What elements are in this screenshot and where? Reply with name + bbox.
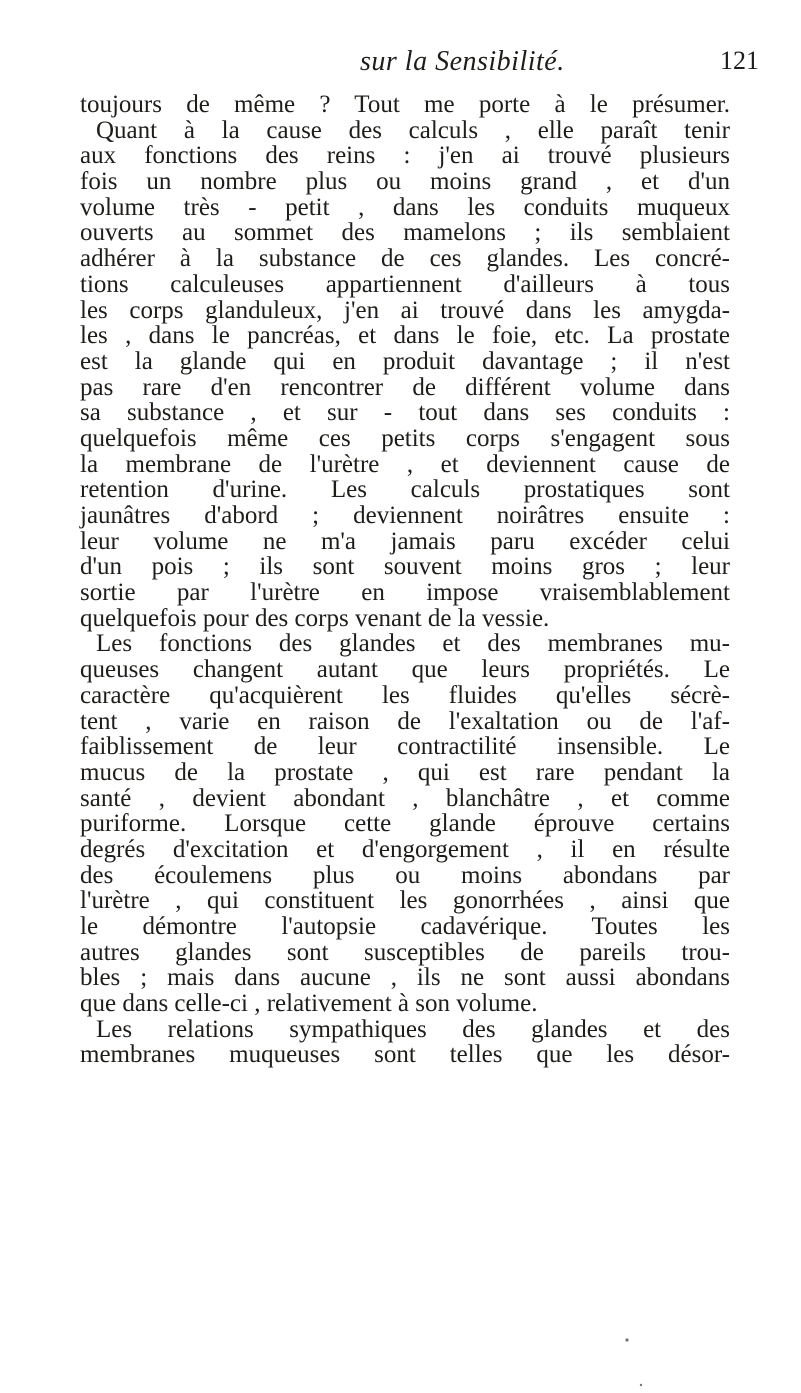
running-title: sur la Sensibilité. [360,46,565,77]
text-line: quelquefois même ces petits corps s'engagent sous [80,424,730,452]
ink-speck [625,1338,628,1341]
text-line: sa substance , et sur - tout dans ses conduits : [80,399,730,427]
text-line: aux fonctions des reins : j'en ai trouvé plusieurs [80,142,730,170]
text-line: Les fonctions des glandes et des membranes mu- [96,630,730,658]
text-line: adhérer à la substance de ces glandes. Les concré- [80,245,730,273]
text-line: les , dans le pancréas, et dans le foie, etc. La prostate [80,322,730,350]
text-line: les corps glanduleux, j'en ai trouvé dans les amygda- [80,296,730,324]
text-line: caractère qu'acquièrent les fluides qu'elles sécrè- [80,681,730,709]
text-line: degrés d'excitation et d'engorgement , il en résulte [80,835,730,863]
text-line: fois un nombre plus ou moins grand , et d'un [80,168,730,196]
text-line: toujours de même ? Tout me porte à le présumer. [80,91,730,118]
text-line: faiblissement de leur contractilité insensible. Le [80,733,730,761]
text-line: mucus de la prostate , qui est rare pendant la [80,758,730,786]
text-line: le démontre l'autopsie cadavérique. Toutes les [80,913,730,940]
text-line: tions calculeuses appartiennent d'ailleurs à tous [80,270,730,298]
text-line: que dans celle-ci , relativement à son volume. [80,990,538,1018]
text-line: jaunâtres d'abord ; deviennent noirâtres ensuite : [80,502,730,529]
text-line: l'urètre , qui constituent les gonorrhées , ainsi que [80,887,730,915]
running-head [0,46,801,86]
text-line: pas rare d'en rencontrer de différent volume dans [80,373,730,401]
text-line: retention d'urine. Les calculs prostatiques sont [80,476,730,504]
text-line: leur volume ne m'a jamais paru excéder celui [80,527,730,555]
text-line: volume très - petit , dans les conduits muqueux [80,193,730,221]
text-line: des écoulemens plus ou moins abondans par [80,861,730,889]
text-line: tent , varie en raison de l'exaltation ou de l'af- [80,707,730,735]
text-line: ouverts au sommet des mamelons ; ils semblaient [80,219,730,247]
text-line: autres glandes sont susceptibles de pareils trou- [80,938,730,966]
body-text [80,92,730,1068]
text-line: queuses changent autant que leurs propriétés. Le [80,656,730,684]
text-line: bles ; mais dans aucune , ils ne sont aussi abondans [80,964,730,992]
text-line: quelquefois pour des corps venant de la vessie. [80,604,550,632]
text-line: puriforme. Lorsque cette glande éprouve certains [80,810,730,838]
text-line: membranes muqueuses sont telles que les désor- [80,1041,730,1069]
ink-speck [640,1384,642,1386]
text-line: d'un pois ; ils sont souvent moins gros ; leur [80,553,730,581]
text-line: sortie par l'urètre en impose vraisemblablement [80,579,730,607]
page-number: 121 [720,46,759,75]
text-line: Les relations sympathiques des glandes et des [96,1015,730,1043]
text-line: est la glande qui en produit davantage ; il n'est [80,347,730,375]
text-line: santé , devient abondant , blanchâtre , et comme [80,784,730,812]
text-line: la membrane de l'urètre , et deviennent cause de [80,450,730,478]
text-line: Quant à la cause des calculs , elle paraît tenir [96,116,730,144]
